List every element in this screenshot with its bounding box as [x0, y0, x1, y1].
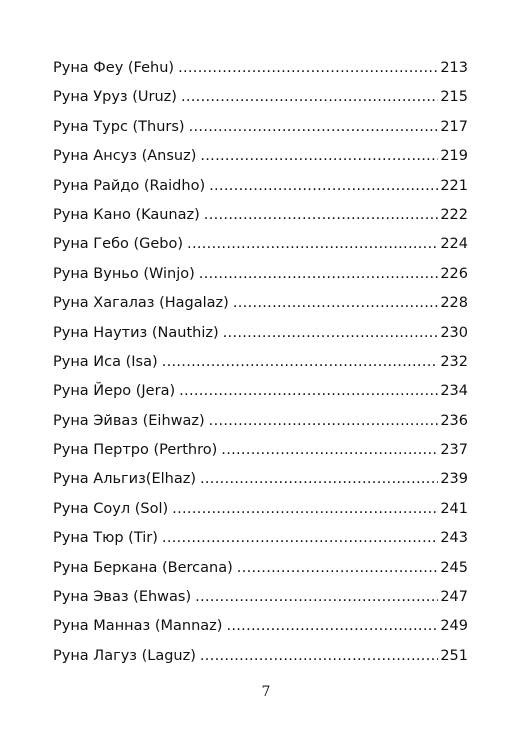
- dot-leader: [233, 289, 439, 318]
- toc-entry-page: 230: [440, 324, 468, 341]
- toc-entry-page: 247: [440, 589, 468, 606]
- dot-leader: [209, 172, 438, 201]
- toc-entry-page: 232: [440, 353, 468, 370]
- dot-leader: [162, 524, 438, 553]
- toc-entry: [53, 260, 468, 289]
- dot-leader: [200, 465, 438, 494]
- toc-entry: [53, 113, 468, 142]
- toc-entry-page: 241: [440, 500, 468, 517]
- toc-entry: [53, 407, 468, 436]
- toc-entry-page: 237: [440, 442, 468, 459]
- toc-entry: [53, 465, 468, 494]
- toc-entry-title: Руна Хагалаз (Hagalaz): [53, 295, 229, 312]
- table-of-contents: [53, 54, 468, 671]
- toc-entry-page: 219: [440, 148, 468, 165]
- toc-entry-title: Руна Гебо (Gebo): [53, 236, 184, 253]
- toc-entry-title: Руна Наутиз (Nauthiz): [53, 324, 219, 341]
- dot-leader: [237, 554, 439, 583]
- toc-entry-page: 249: [440, 618, 468, 635]
- toc-entry: [53, 436, 468, 465]
- toc-entry-title: Руна Тюр (Tir): [53, 530, 158, 547]
- dot-leader: [199, 260, 439, 289]
- dot-leader: [221, 436, 438, 465]
- toc-entry-page: 226: [440, 265, 468, 282]
- toc-entry-title: Руна Феу (Fehu): [53, 60, 175, 76]
- toc-entry-title: Руна Иса (Isa): [53, 353, 158, 370]
- toc-entry: [53, 583, 468, 612]
- toc-entry-page: 221: [440, 177, 468, 194]
- toc-entry-title: Руна Уруз (Uruz): [53, 89, 177, 106]
- toc-entry-title: Руна Вуньо (Winjo): [53, 265, 195, 282]
- dot-leader: [226, 612, 438, 641]
- toc-entry: [53, 83, 468, 112]
- toc-entry-page: 236: [440, 412, 468, 429]
- toc-entry-page: 234: [440, 383, 468, 400]
- dot-leader: [200, 642, 438, 671]
- toc-entry: [53, 348, 468, 377]
- dot-leader: [187, 230, 438, 259]
- dot-leader: [162, 348, 439, 377]
- toc-entry-page: 224: [440, 236, 468, 253]
- toc-entry-page: 213: [440, 60, 468, 76]
- toc-entry: [53, 172, 468, 201]
- toc-entry: [53, 642, 468, 671]
- toc-entry-title: Руна Манназ (Mannaz): [53, 618, 223, 635]
- toc-entry-page: 217: [440, 118, 468, 135]
- dot-leader: [181, 83, 438, 112]
- toc-entry: [53, 54, 468, 83]
- toc-entry-page: 222: [440, 206, 468, 223]
- dot-leader: [189, 113, 439, 142]
- toc-entry-page: 251: [440, 647, 468, 664]
- dot-leader: [223, 319, 439, 348]
- toc-entry: [53, 495, 468, 524]
- toc-entry-title: Руна Альгиз(Elhaz): [53, 471, 196, 488]
- toc-entry-title: Руна Райдо (Raidho): [53, 177, 206, 194]
- toc-entry: [53, 377, 468, 406]
- toc-entry-title: Руна Ансуз (Ansuz): [53, 148, 197, 165]
- toc-entry-title: Руна Кано (Kaunaz): [53, 206, 200, 223]
- toc-entry-page: 243: [440, 530, 468, 547]
- toc-entry-page: 228: [440, 295, 468, 312]
- dot-leader: [204, 201, 439, 230]
- toc-entry-title: Руна Пертро (Perthro): [53, 442, 218, 459]
- toc-entry-page: 245: [440, 559, 468, 576]
- dot-leader: [178, 54, 438, 83]
- toc-entry-title: Руна Эваз (Ehwas): [53, 589, 192, 606]
- toc-entry-title: Руна Йеро (Jera): [53, 383, 176, 400]
- dot-leader: [209, 407, 439, 436]
- toc-entry: [53, 319, 468, 348]
- toc-entry: [53, 554, 468, 583]
- page-number: 7: [261, 684, 271, 700]
- toc-entry: [53, 289, 468, 318]
- toc-entry-page: 239: [440, 471, 468, 488]
- dot-leader: [172, 495, 438, 524]
- toc-entry-page: 215: [440, 89, 468, 106]
- toc-entry-title: Руна Беркана (Bercana): [53, 559, 233, 576]
- dot-leader: [179, 377, 438, 406]
- toc-entry-title: Руна Лагуз (Laguz): [53, 647, 196, 664]
- toc-entry: [53, 524, 468, 553]
- toc-entry: [53, 201, 468, 230]
- toc-entry-title: Руна Соул (Sol): [53, 500, 169, 517]
- toc-entry: [53, 612, 468, 641]
- toc-entry: [53, 230, 468, 259]
- toc-entry-title: Руна Турс (Thurs): [53, 118, 185, 135]
- dot-leader: [200, 142, 438, 171]
- dot-leader: [195, 583, 438, 612]
- toc-entry: [53, 142, 468, 171]
- toc-entry-title: Руна Эйваз (Eihwaz): [53, 412, 205, 429]
